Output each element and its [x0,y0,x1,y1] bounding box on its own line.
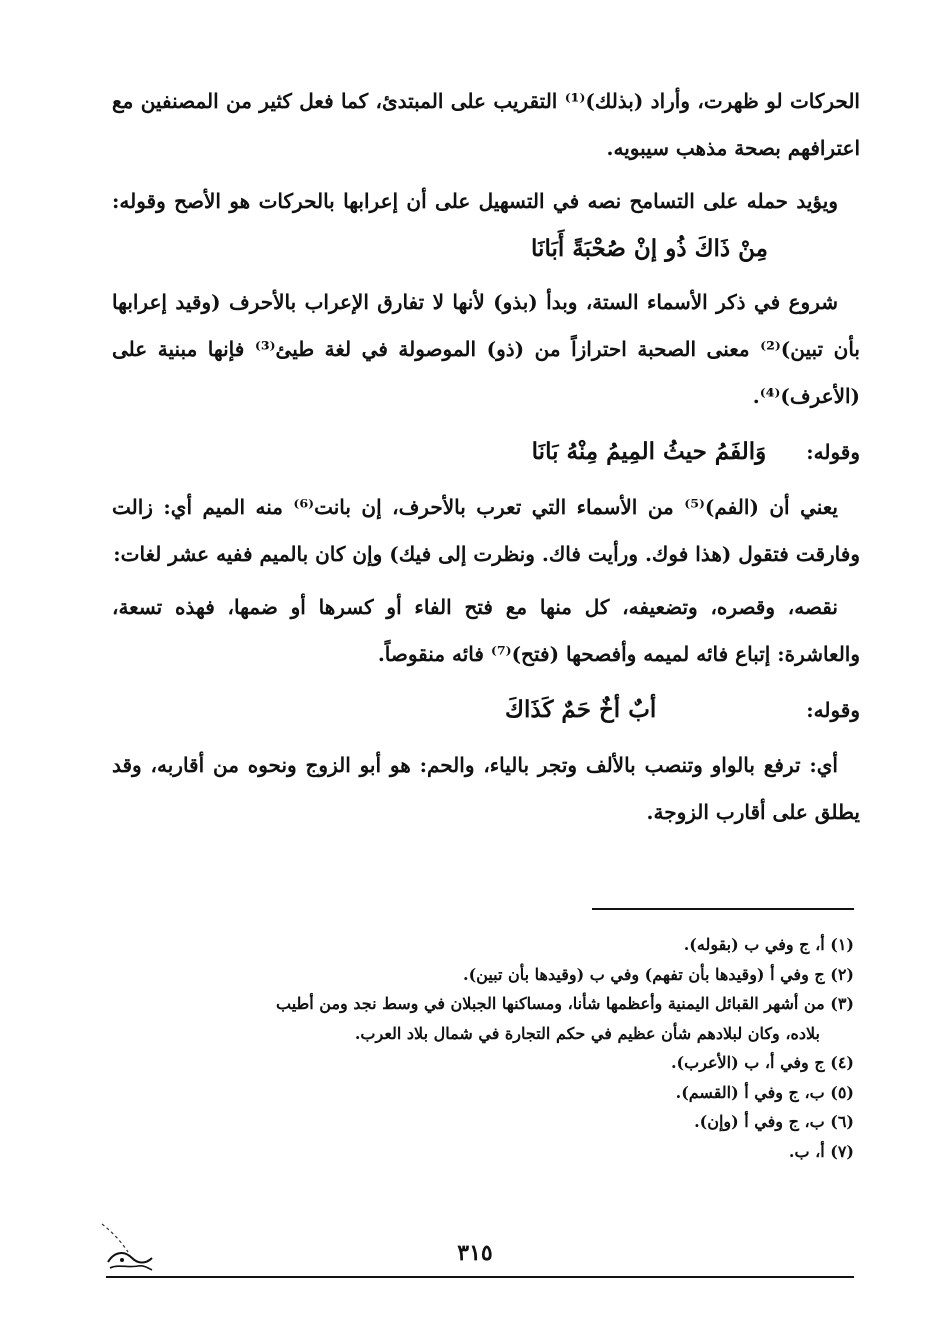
paragraph-2 [112,178,860,273]
paragraph-6-text: أي: ترفع بالواو وتنصب بالألف وتجر بالياء، والحم: هو أبو الزوج ونحوه من أقاربه، وقد يطلق على أقارب الزوجة. [112,753,860,824]
page-number: ٣١٥ [457,1240,493,1266]
verse-1: مِنْ ذَاكَ ذُو إنْ صُحْبَةً أَبَانَا [531,235,768,262]
paragraph-3 [112,279,860,420]
paragraph-6 [112,742,860,836]
footnote-2: (٢) ج وفي أ (وقيدها بأن تفهم) وفي ب (وقيدها بأن تبين). [463,964,854,984]
verse-2: وَالفَمُ حيثُ المِيمُ مِنْهُ بَانَا [531,438,767,465]
verse-label: وقوله: [806,440,860,464]
paragraph-1: الحركات لو ظهرت، وأراد (بذلك)⁽¹⁾ التقريب على المبتدئ، كما فعل كثير من المصنفين مع اعترافهم بصحة مذهب سيبويه. [112,89,860,160]
footnote-3: (٣) من أشهر القبائل اليمنية وأعظمها شأنا، ومساكنها الجبلان في وسط نجد ومن أطيب [276,994,854,1013]
paragraph-3-text: شروع في ذكر الأسماء الستة، وبدأ (بذو) لأنها لا تفارق الإعراب بالأحرف (وقيد إعرابها بأن تبين)⁽²⁾ معنى الصحبة احترازاً من (ذو) الموصولة في لغة طيئ⁽³⁾ فإنها مبنية على (الأعرف)⁽⁴⁾. [112,290,860,408]
ornament-icon [98,1218,156,1276]
verse-line-3 [112,684,860,736]
paragraph-5-text: نقصه، وقصره، وتضعيفه، كل منها مع فتح الفاء أو كسرها أو ضمها، فهذه تسعة، والعاشرة: إتباع فائه لميمه وأفصحها (فتح)⁽⁷⁾ فائه منقوصاً. [112,595,860,666]
verse-label: وقوله: [806,698,860,722]
paragraph-4-text: يعني أن (الفم)⁽⁵⁾ من الأسماء التي تعرب بالأحرف، إن بانت⁽⁶⁾ منه الميم أي: زالت وفارقت فتقول (هذا فوك. ورأيت فاك. ونظرت إلى فيك) وإن كان بالميم ففيه عشر لغات: [112,495,860,566]
verse-line-2 [112,426,860,478]
paragraph-2-text: ويؤيد حمله على التسامح نصه في التسهيل على أن إعرابها بالحركات هو الأصح وقوله: [112,189,838,213]
main-text [112,78,860,842]
paragraph-4 [112,484,860,578]
footnotes [112,930,854,1166]
footnote-1: (١) أ، ج وفي ب (بقوله). [683,935,854,954]
footnote-separator [592,908,854,910]
footnote-7: (٧) أ، ب. [788,1141,854,1161]
paragraph-5 [112,584,860,678]
bottom-rule [106,1276,854,1278]
footnote-3-continued: بلاده، وكان لبلادهم شأن عظيم في حكم التجارة في شمال بلاد العرب. [354,1023,820,1043]
verse-3: أبٌ أخٌ حَمٌ كَذَاكَ [505,696,657,723]
footnote-6: (٦) ب، ج وفي أ (وإن). [694,1112,854,1131]
footnote-4: (٤) ج وفي أ، ب (الأعرب). [670,1053,854,1072]
footnote-5: (٥) ب، ج وفي أ (القسم). [675,1082,854,1102]
